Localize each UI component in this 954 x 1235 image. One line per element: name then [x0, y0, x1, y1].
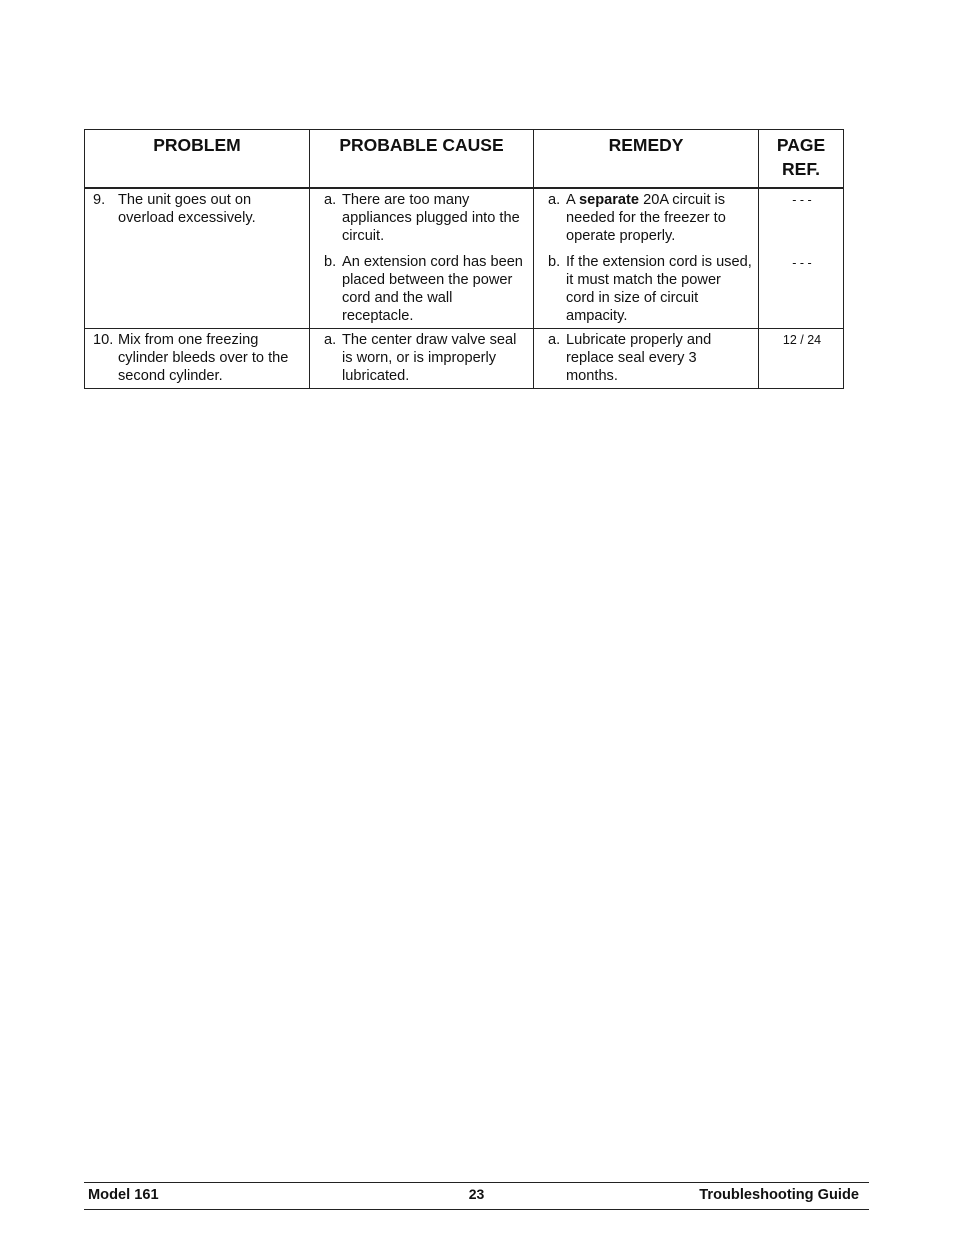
cause-cell [310, 329, 534, 389]
cause-text: The center draw valve seal is worn, or is improperly lubricated. [342, 332, 517, 384]
cause-text: An extension cord has been placed between the power cord and the wall receptacle. [342, 254, 523, 324]
cause-label: a. [324, 332, 337, 348]
remedy-cell [534, 329, 759, 389]
header-remedy: REMEDY [534, 130, 759, 189]
remedy-text: A separate 20A circuit is needed for the freezer to operate properly. [566, 192, 726, 244]
page-ref-cell [759, 188, 844, 329]
table-row [85, 329, 844, 389]
table-header-row [85, 130, 844, 189]
table-row [85, 188, 844, 329]
remedy-cell [534, 188, 759, 329]
page-ref: 12 / 24 [782, 333, 822, 347]
page-ref: - - - [792, 256, 812, 270]
problem-text: Mix from one freezing cylinder bleeds over to the second cylinder. [118, 332, 289, 384]
header-problem: PROBLEM [85, 130, 310, 189]
remedy-label: a. [548, 192, 561, 208]
troubleshooting-table [84, 129, 844, 389]
header-probable-cause: PROBABLE CAUSE [310, 130, 534, 189]
problem-number: 9. [93, 192, 106, 208]
problem-text: The unit goes out on overload excessively. [118, 192, 256, 226]
footer-page-number: 23 [468, 1186, 485, 1202]
remedy-text: Lubricate properly and replace seal every 3 months. [566, 332, 712, 384]
footer-section-title: Troubleshooting Guide [699, 1187, 859, 1203]
remedy-label: a. [548, 332, 561, 348]
remedy-text: If the extension cord is used, it must match the power cord in size of circuit ampacity. [566, 254, 752, 324]
remedy-emphasis: separate [578, 192, 640, 208]
cause-label: b. [324, 254, 337, 270]
footer-model: Model 161 [88, 1187, 159, 1203]
problem-cell [85, 188, 310, 329]
page-footer [84, 1182, 869, 1210]
remedy-label: b. [548, 254, 561, 270]
page-ref: - - - [792, 193, 812, 207]
problem-number: 10. [93, 332, 114, 348]
cause-label: a. [324, 192, 337, 208]
page-ref-cell [759, 329, 844, 389]
cause-cell [310, 188, 534, 329]
header-page-ref: PAGE REF. [759, 130, 844, 189]
problem-cell [85, 329, 310, 389]
cause-text: There are too many appliances plugged into the circuit. [342, 192, 520, 244]
